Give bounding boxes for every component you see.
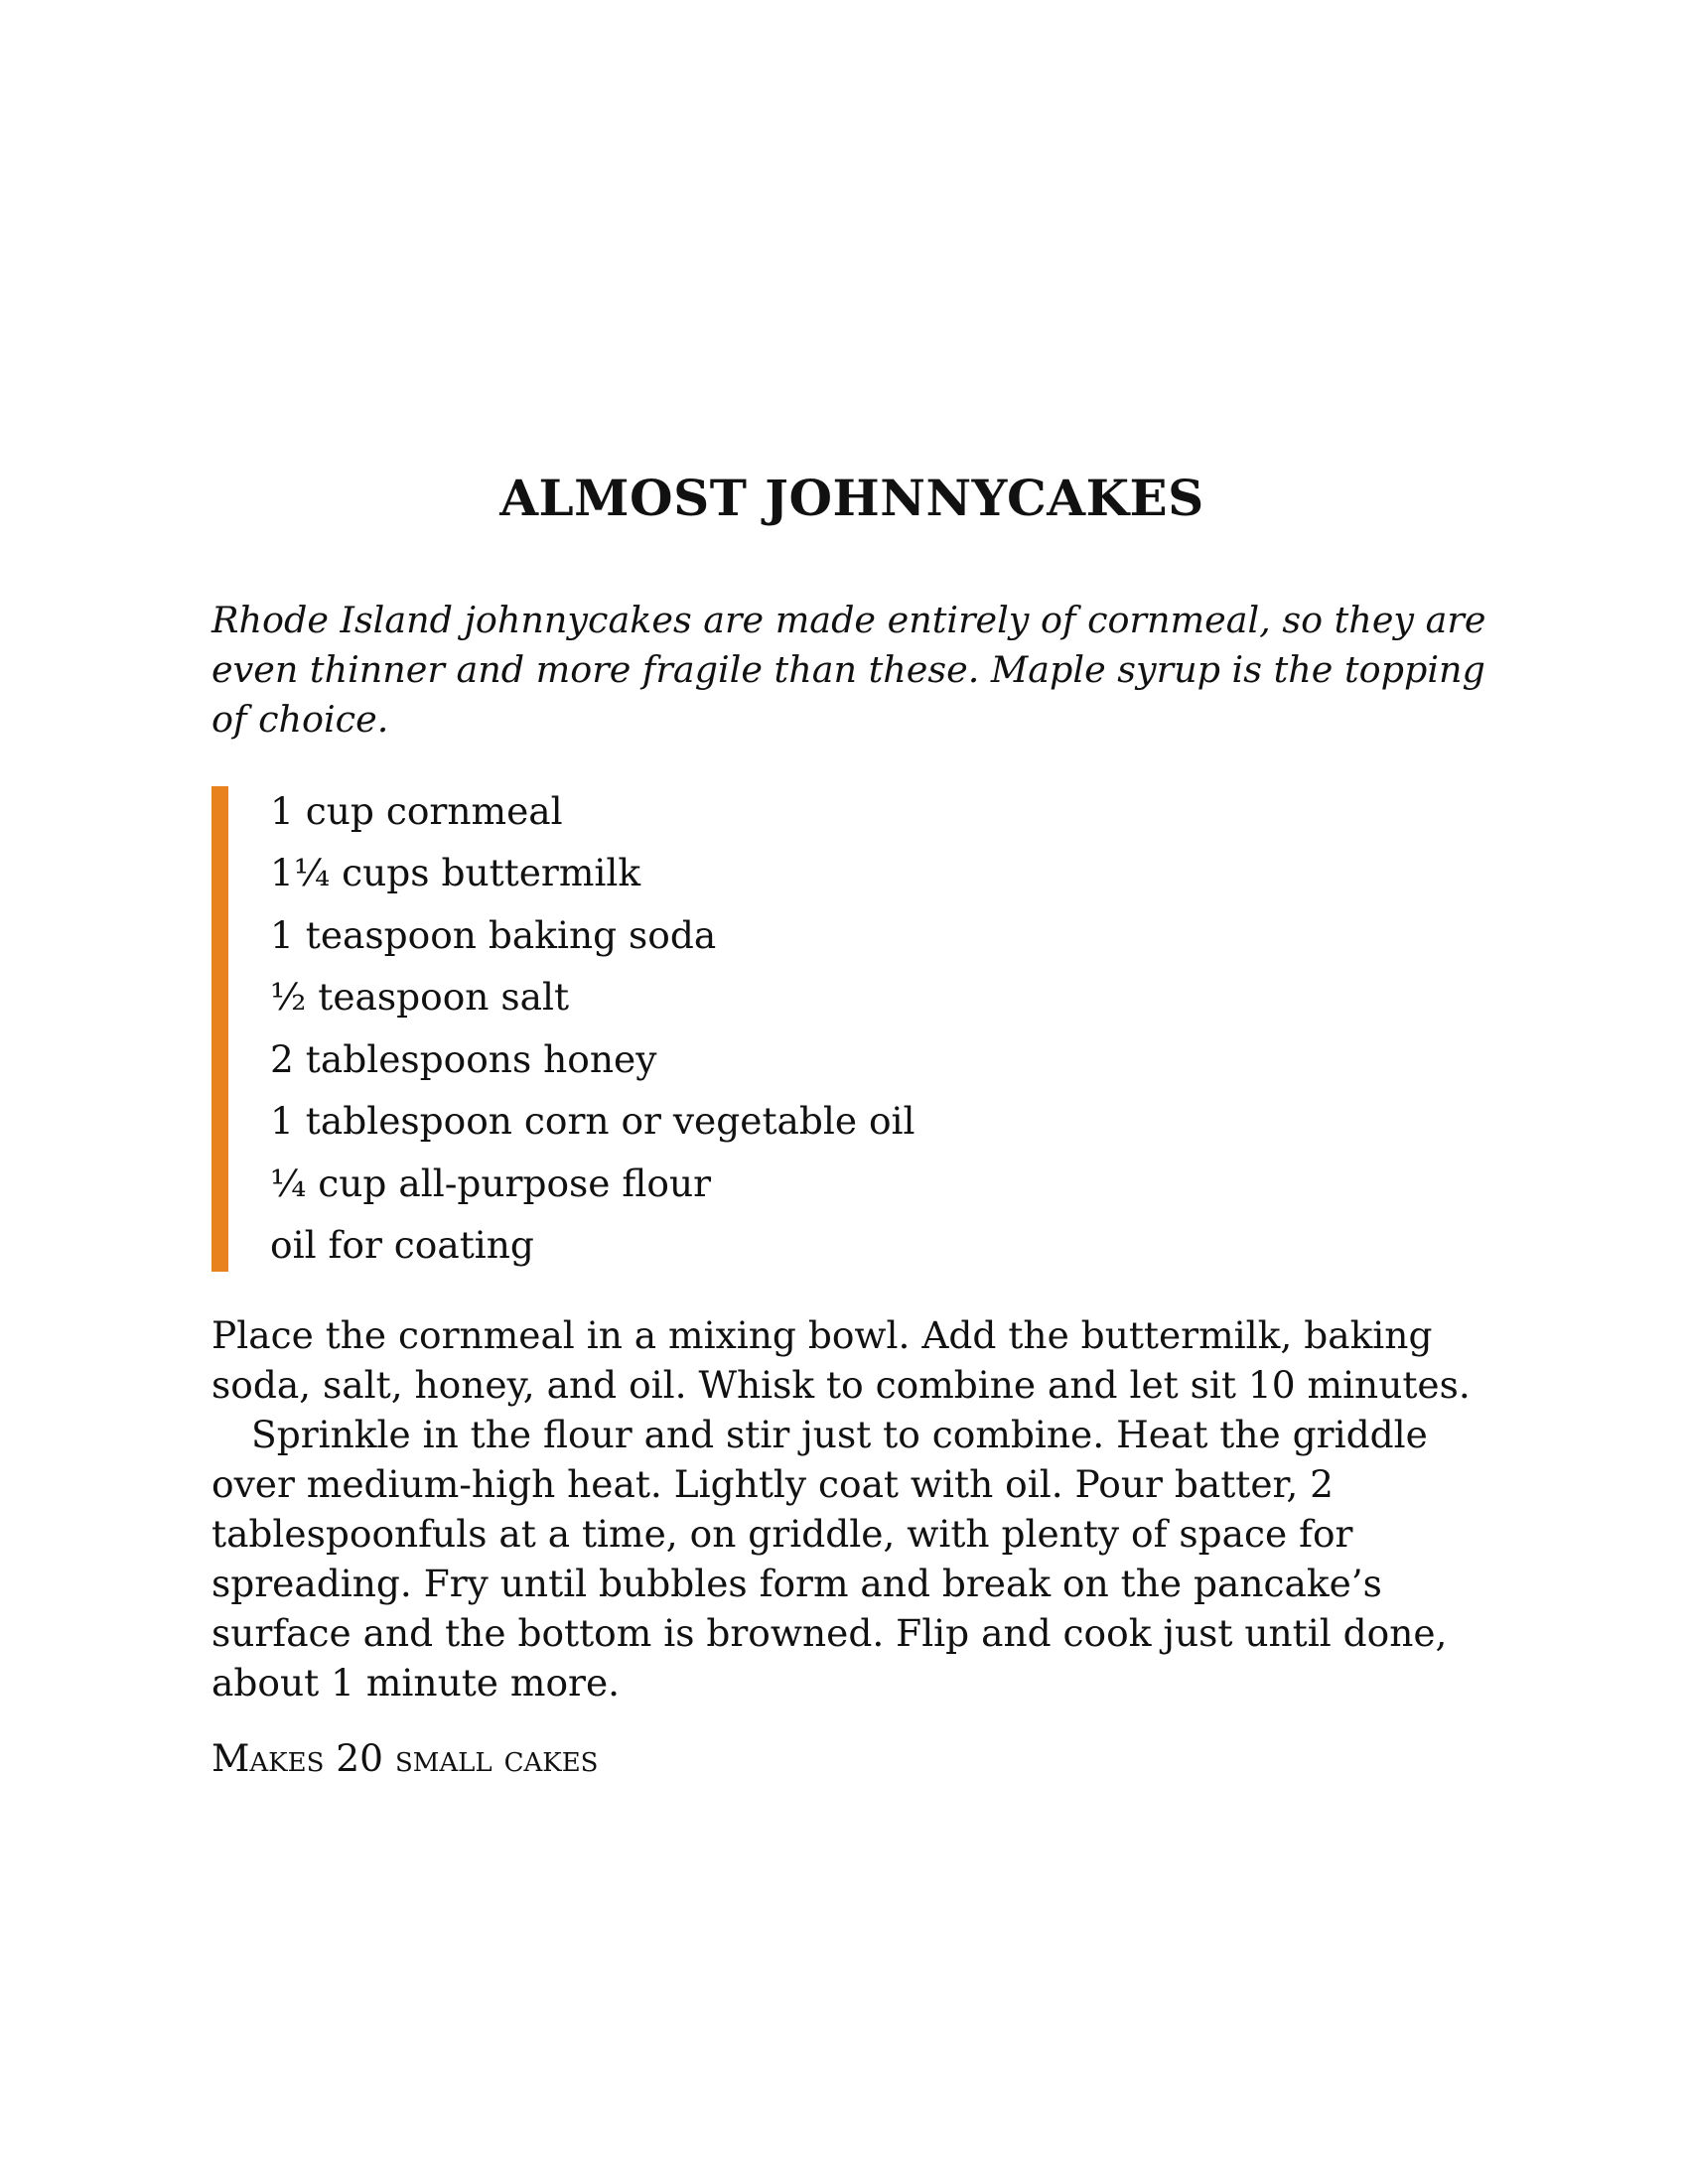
ingredient-item: oil for coating [270,1223,534,1267]
recipe-yield: Makes 20 small cakes [211,1736,599,1780]
ingredient-item: 1 teaspoon baking soda [270,913,717,957]
ingredient-item: 1¼ cups buttermilk [270,851,641,894]
recipe-directions [211,1310,1502,1707]
ingredient-accent-bar [211,786,228,1272]
ingredient-item: ¼ cup all-purpose flour [270,1161,712,1205]
ingredient-item: 2 tablespoons honey [270,1037,657,1081]
ingredient-item: 1 tablespoon corn or vegetable oil [270,1099,915,1143]
ingredient-item: ½ teaspoon salt [270,975,570,1019]
direction-paragraph: Place the cornmeal in a mixing bowl. Add the buttermilk, baking soda, salt, honey, and oil. Whisk to combine and let sit 10 minutes. [211,1313,1471,1407]
ingredient-item: 1 cup cornmeal [270,789,563,833]
ingredient-list [211,786,1105,1272]
recipe-title: ALMOST JOHNNYCAKES [499,469,1204,527]
direction-paragraph: Sprinkle in the flour and stir just to combine. Heat the griddle over medium-high heat. Lightly coat with oil. Pour batter, 2 tablespoonfuls at a time, on griddle, with plenty of space for spreading. Fry until bubbles form and break on the pancake’s surface and the bottom is browned. Flip and cook just until done, about 1 minute more. [211,1413,1448,1705]
recipe-intro: Rhode Island johnnycakes are made entirely of cornmeal, so they are even thinner and more fragile than these. Maple syrup is the topping of choice. [211,599,1486,741]
